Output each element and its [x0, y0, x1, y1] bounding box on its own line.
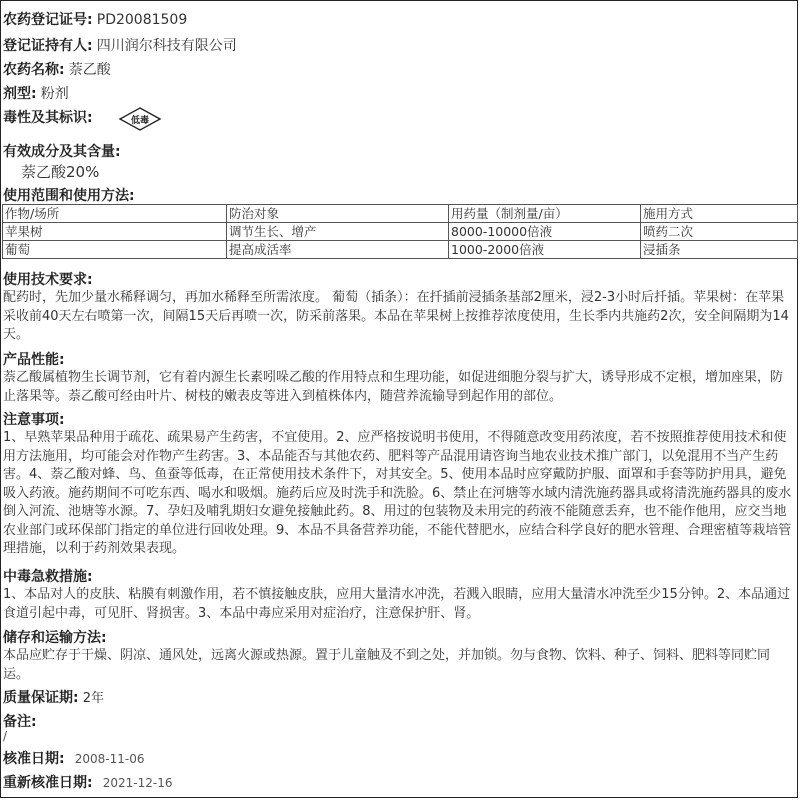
table-cell: 调节生长、增产 — [227, 223, 449, 241]
table-cell: 喷药二次 — [641, 223, 798, 241]
ingredient-value: 萘乙酸20% — [21, 163, 100, 181]
precautions-label-row — [3, 409, 65, 429]
remarks-label: 备注: — [3, 714, 37, 730]
pesticide-name: 萘乙酸 — [68, 62, 111, 78]
renewal-date-label: 重新核准日期: — [3, 775, 93, 791]
toxicity-row — [3, 107, 93, 127]
performance-text: 萘乙酸属植物生长调节剂，它有着内源生长素吲哚乙酸的作用特点和生理功能，如促进细胞分裂与扩大，诱导形成不定根，增加座果，防止落果等。萘乙酸可经由叶片、树枝的嫩表皮等进入到植株体内，随营养流输导到起作用的部位。 — [3, 370, 784, 404]
usage-label-row — [3, 185, 135, 205]
usage-header-cell: 施用方式 — [641, 205, 798, 223]
registration-number: PD20081509 — [96, 12, 188, 28]
table-cell: 苹果树 — [3, 223, 227, 241]
approval-date: 2008-11-06 — [74, 752, 145, 766]
approval-date-label: 核准日期: — [3, 751, 65, 767]
ingredient-value-row — [21, 161, 99, 182]
first-aid-label-row — [3, 566, 93, 586]
remarks-value-row — [3, 729, 7, 744]
approval-date-row — [3, 748, 145, 768]
ingredient-label: 有效成分及其含量: — [3, 144, 121, 160]
registration-number-row — [3, 9, 187, 29]
toxicity-label: 毒性及其标识: — [3, 110, 93, 126]
table-cell: 提高成活率 — [227, 241, 449, 259]
shelf-life-row — [3, 687, 104, 707]
renewal-date: 2021-12-16 — [102, 776, 173, 790]
toxicity-badge-text: 低毒 — [130, 116, 150, 126]
holder-label: 登记证持有人: — [3, 38, 93, 54]
ingredient-label-row — [3, 141, 121, 161]
renewal-date-row — [3, 772, 173, 792]
technique-text: 配药时，先加少量水稀释调匀，再加水稀释至所需浓度。 葡萄（插条）：在扦插前浸插条基部2厘米，浸2-3小时后扦插。苹果树：在苹果采收前40天左右喷第一次，间隔15天后再喷一次，防采前落果。本品在苹果树上按推荐浓度使用，生长季内共施药2次，安全间隔期为14天。 — [3, 290, 789, 342]
registration-number-label: 农药登记证号: — [3, 12, 93, 28]
low-toxicity-diamond-icon — [119, 107, 161, 131]
usage-header-cell: 防治对象 — [227, 205, 449, 223]
shelf-life-label: 质量保证期: — [3, 690, 79, 706]
usage-table-header — [3, 205, 798, 223]
holder-name: 四川润尔科技有限公司 — [96, 38, 237, 54]
holder-row — [3, 35, 237, 55]
remarks-value: / — [3, 729, 8, 743]
table-cell: 1000-2000倍液 — [449, 241, 641, 259]
formulation-row — [3, 83, 69, 103]
precautions-label: 注意事项: — [3, 412, 65, 428]
performance-label-row — [3, 349, 65, 369]
usage-label: 使用范围和使用方法: — [3, 188, 135, 204]
precautions-text: 1、早熟苹果品种用于疏花、疏果易产生药害，不宜使用。2、应严格按说明书使用，不得随意改变用药浓度，若不按照推荐使用技术和使用方法施用，均可能会对作物产生药害。3、本品能否与其他农药、肥料等产品混用请咨询当地农业技术推广部门，以免混用不当产生药害。4、萘乙酸对蜂、鸟、鱼蚕等低毒，在正常使用技术条件下，对其安全。5、使用本品时应穿戴防护服、面罩和手套等防护用具，避免吸入药液。施药期间不可吃东西、喝水和吸烟。施药后应及时洗手和洗脸。6、禁止在河塘等水域内清洗施药器具或将清洗施药器具的废水倒入河流、池塘等水源。7、孕妇及哺乳期妇女避免接触此药。8、用过的包装物及未用完的药液不能随意丢弃，也不能作他用，应交当地农业部门或环保部门指定的单位进行回收处理。9、本品不具备营养功能，不能代替肥水，应结合科学良好的肥水管理、合理密植等栽培管理措施，以利于药剂效果表现。 — [3, 430, 792, 556]
usage-header-cell: 作物/场所 — [3, 205, 227, 223]
remarks-label-row — [3, 711, 37, 731]
usage-header-cell: 用药量（制剂量/亩） — [449, 205, 641, 223]
performance-label: 产品性能: — [3, 352, 65, 368]
table-cell: 葡萄 — [3, 241, 227, 259]
table-row — [3, 223, 798, 241]
table-row — [3, 241, 798, 259]
usage-table — [2, 204, 798, 259]
table-cell: 浸插条 — [641, 241, 798, 259]
first-aid-label: 中毒急救措施: — [3, 569, 93, 585]
formulation-value: 粉剂 — [40, 86, 69, 102]
storage-text: 本品应贮存于干燥、阴凉、通风处，远离火源或热源。置于儿童触及不到之处，并加锁。勿与食物、饮料、种子、饲料、肥料等同贮同运。 — [3, 648, 771, 682]
technique-label-row — [3, 269, 93, 289]
formulation-label: 剂型: — [3, 86, 37, 102]
technique-label: 使用技术要求: — [3, 272, 93, 288]
pesticide-name-label: 农药名称: — [3, 62, 65, 78]
first-aid-text: 1、本品对人的皮肤、粘膜有刺激作用，若不慎接触皮肤，应用大量清水冲洗，若溅入眼睛，应用大量清水冲洗至少15分钟。2、本品通过食道引起中毒，可见肝、肾损害。3、本品中毒应采用对症治疗，注意保护肝、肾。 — [3, 587, 791, 621]
pesticide-name-row — [3, 59, 111, 79]
storage-label-row — [3, 627, 107, 647]
shelf-life-value: 2年 — [82, 691, 105, 706]
table-cell: 8000-10000倍液 — [449, 223, 641, 241]
storage-label: 储存和运输方法: — [3, 630, 107, 646]
